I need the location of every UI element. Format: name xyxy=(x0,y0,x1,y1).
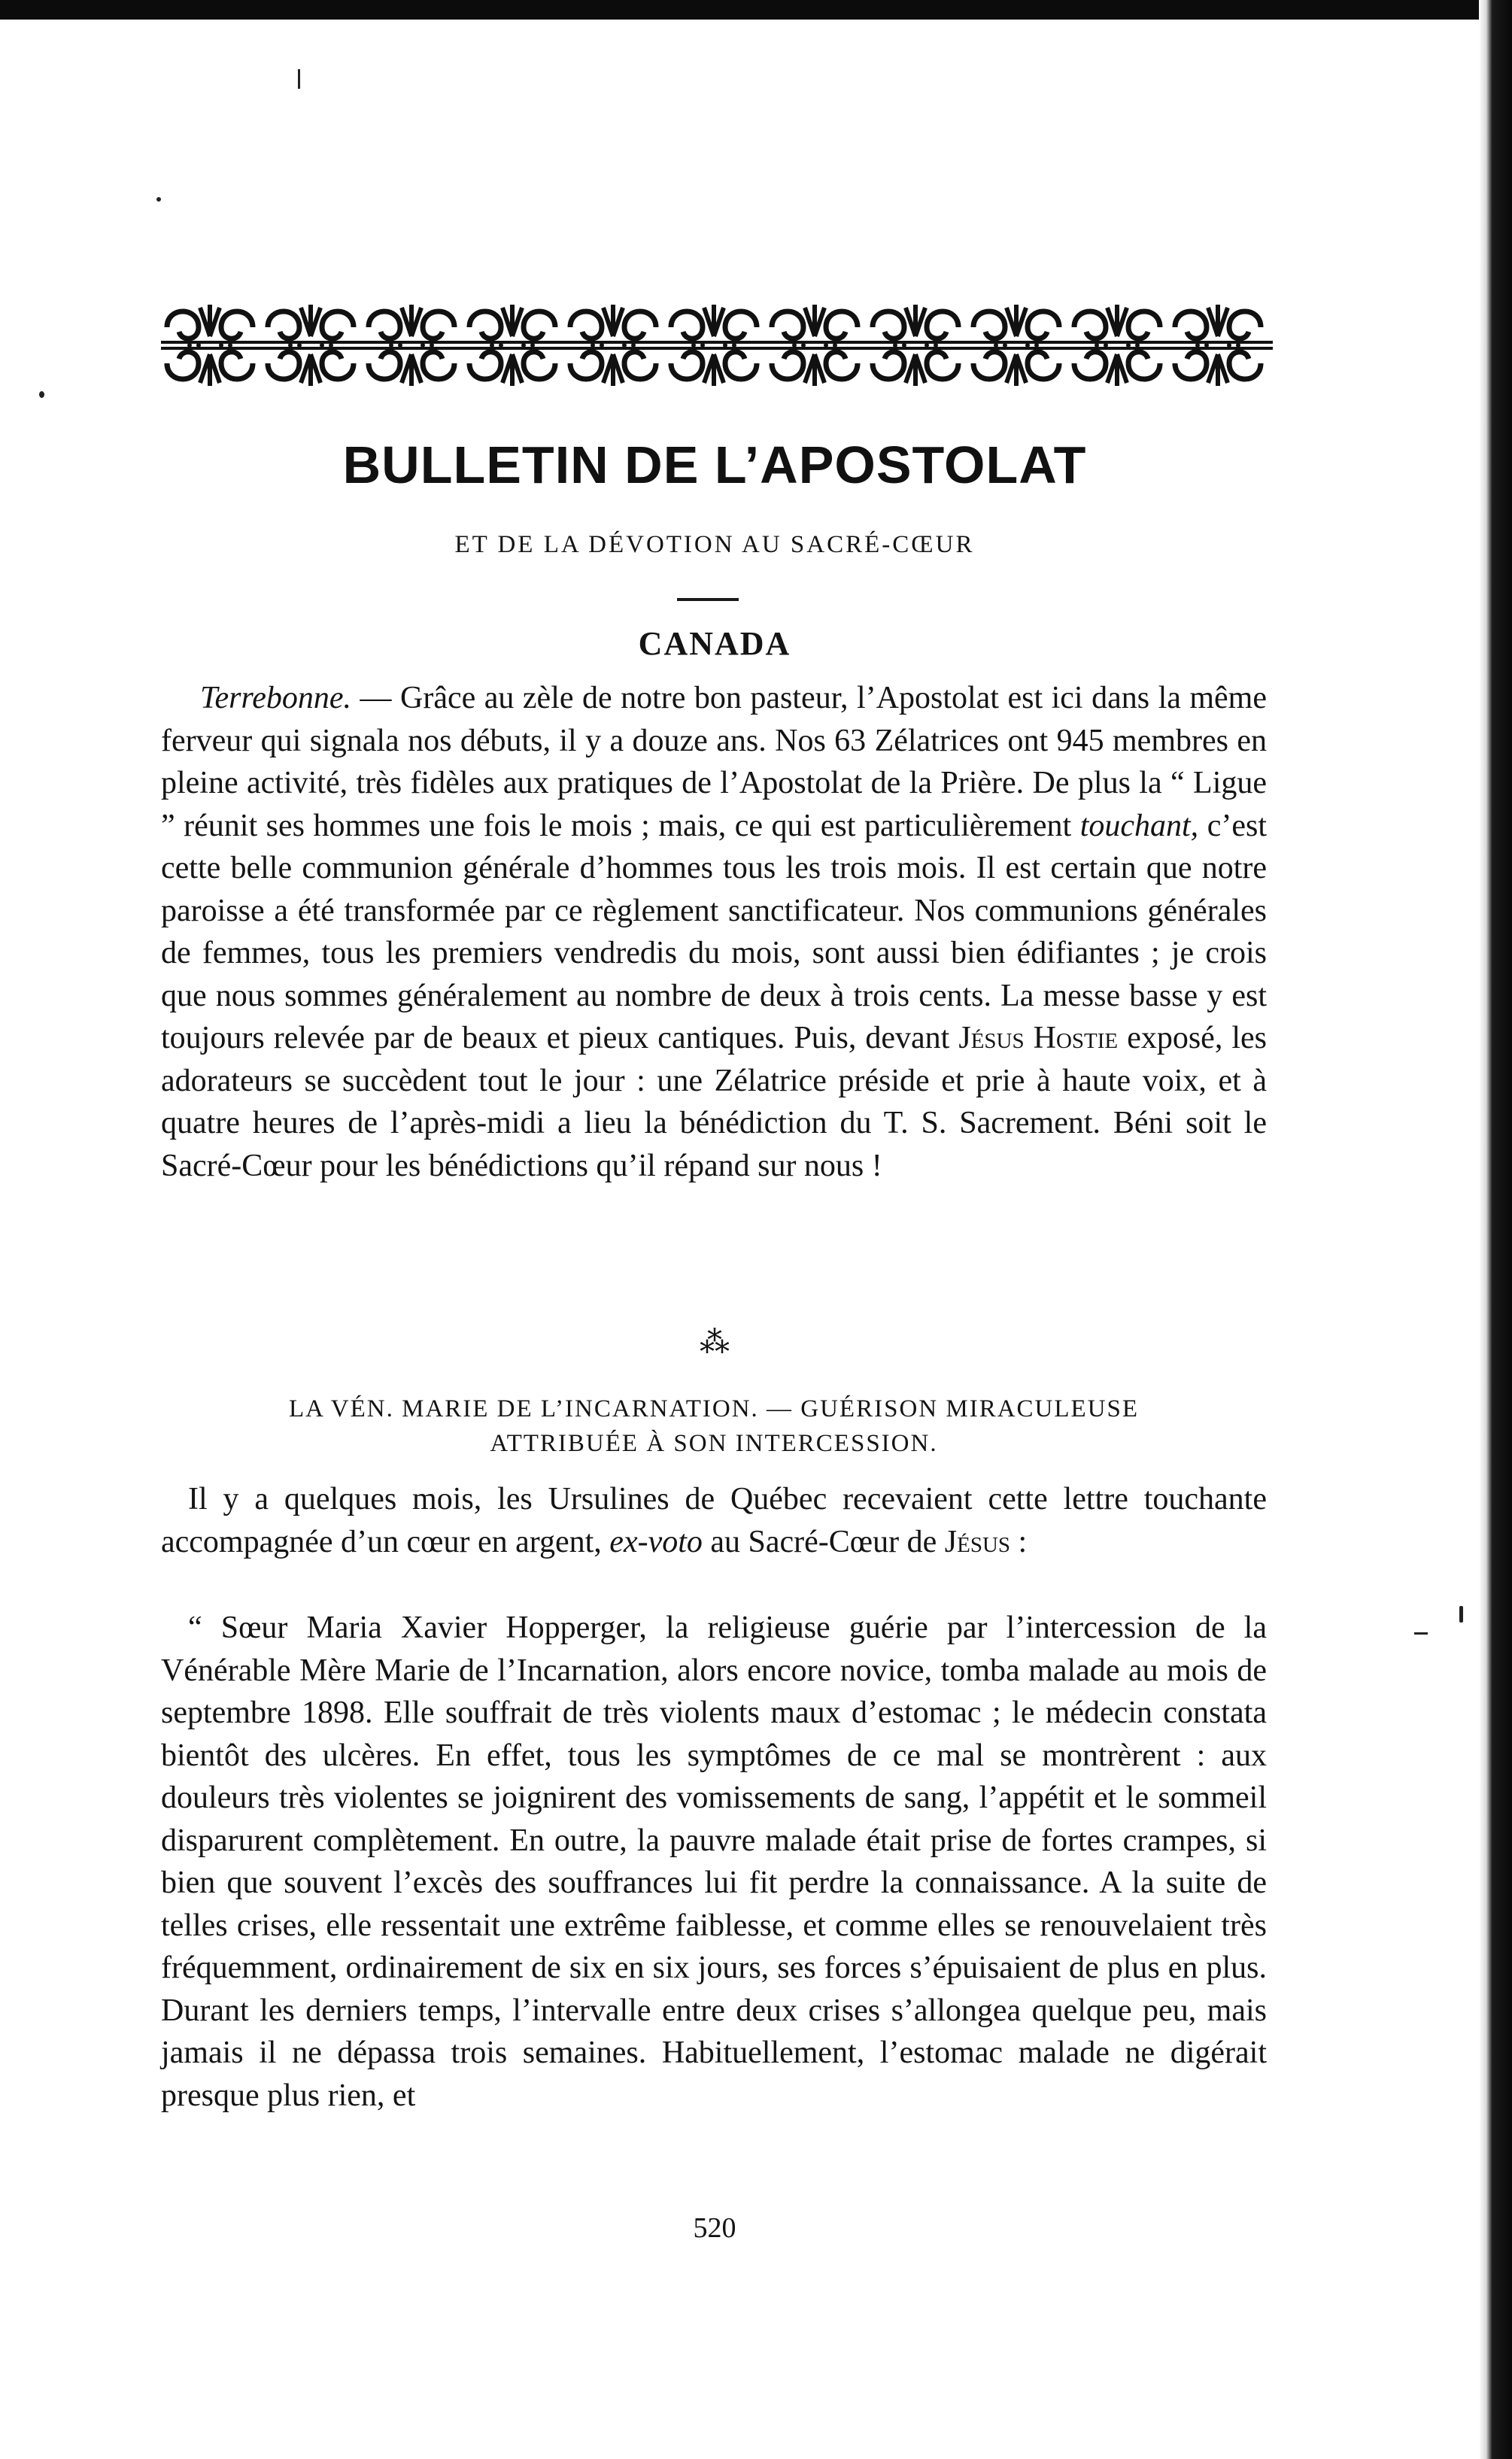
small-caps-text: Jésus xyxy=(944,1524,1011,1559)
article-heading-line: LA VÉN. MARIE DE L’INCARNATION. — GUÉRISON MIRACULEUSE xyxy=(288,1395,1140,1422)
asterism-separator: ⁂ xyxy=(700,1325,730,1359)
scan-speck xyxy=(156,197,161,202)
scan-speck xyxy=(1459,1606,1463,1623)
paragraph-text: Il y a quelques mois, les Ursulines de Québec recevaient cette lettre touchante accompagnée d’un cœur en argent, xyxy=(161,1482,1267,1559)
page-number: 520 xyxy=(693,2212,736,2244)
scan-speck xyxy=(298,69,300,89)
small-caps-text: Jésus Hostie xyxy=(958,1021,1119,1055)
paragraph-terrebonne xyxy=(161,677,1267,1187)
title-divider xyxy=(677,598,739,601)
emphasis-text: touchant, xyxy=(1079,808,1199,843)
paragraph-intro xyxy=(161,1478,1267,1563)
scan-speck xyxy=(1414,1632,1428,1635)
scan-speck xyxy=(39,391,44,398)
paragraph-text: : xyxy=(1010,1524,1028,1559)
page-subtitle: ET DE LA DÉVOTION AU SACRÉ-CŒUR xyxy=(454,531,975,558)
paragraph-text: au Sacré-Cœur de xyxy=(702,1524,945,1559)
article-heading-line: ATTRIBUÉE À SON INTERCESSION. xyxy=(490,1430,938,1457)
scan-top-border xyxy=(0,0,1512,20)
decorative-ornament-band xyxy=(161,297,1273,393)
section-heading: CANADA xyxy=(638,625,791,662)
paragraph-text: c’est cette belle communion générale d’hommes tous les trois mois. Il est certain que notre paroisse a été transformée par ce règlement sanctificateur. Nos communions générales de femmes, tous les premiers vendredis du mois, sont aussi bien édifiantes ; je crois que nous sommes généralement au nombre de deux à trois cents. La messe basse y est toujours relevée par de beaux et pieux cantiques. Puis, devant xyxy=(161,808,1267,1055)
paragraph-text: — Grâce au zèle de notre bon pasteur, l’Apostolat est ici dans la même ferveur qui signala nos débuts, il y a douze ans. Nos 63 Zélatrices ont 945 membres en pleine activité, très fidèles aux pratiques de l’Apostolat de la Prière. De plus la “ Ligue ” réunit ses hommes une fois le mois ; mais, ce qui est particulièrement xyxy=(161,681,1267,843)
paragraph-text: exposé, les adorateurs se succèdent tout le jour : une Zélatrice préside et prie à haute voix, et à quatre heures de l’après-midi a lieu la bénédiction du T. S. Sacrement. Béni soit le Sacré-Cœur pour les bénédictions qu’il répand sur nous ! xyxy=(161,1021,1268,1183)
page-title: BULLETIN DE L’APOSTOLAT xyxy=(342,436,1087,494)
emphasis-text: ex-voto xyxy=(609,1524,703,1559)
place-name: Terrebonne. xyxy=(200,681,352,715)
article-heading xyxy=(161,1392,1267,1461)
scan-right-border xyxy=(1479,0,1512,2459)
paragraph-letter: “ Sœur Maria Xavier Hopperger, la religieuse guérie par l’intercession de la Vénérable Mère Marie de l’Incarnation, alors encore novice, tomba malade au mois de septembre 1898. Elle souffrait de très violents maux d’estomac ; le médecin constata bientôt des ulcères. En effet, tous les symptômes de ce mal se montrèrent : aux douleurs très violentes se joignirent des vomissements de sang, l’appétit et le sommeil disparurent complètement. En outre, la pauvre malade était prise de fortes crampes, si bien que souvent l’excès des souffrances lui fit perdre la connaissance. A la suite de telles crises, elle ressentait une extrême faiblesse, et comme elles se renouvelaient très fréquemment, ordinairement de six en six jours, ses forces s’épuisaient de plus en plus. Durant les derniers temps, l’intervalle entre deux crises s’allongea quelque peu, mais jamais il ne dépassa trois semaines. Habituellement, l’estomac malade ne digérait presque plus rien, et xyxy=(161,1610,1267,2113)
